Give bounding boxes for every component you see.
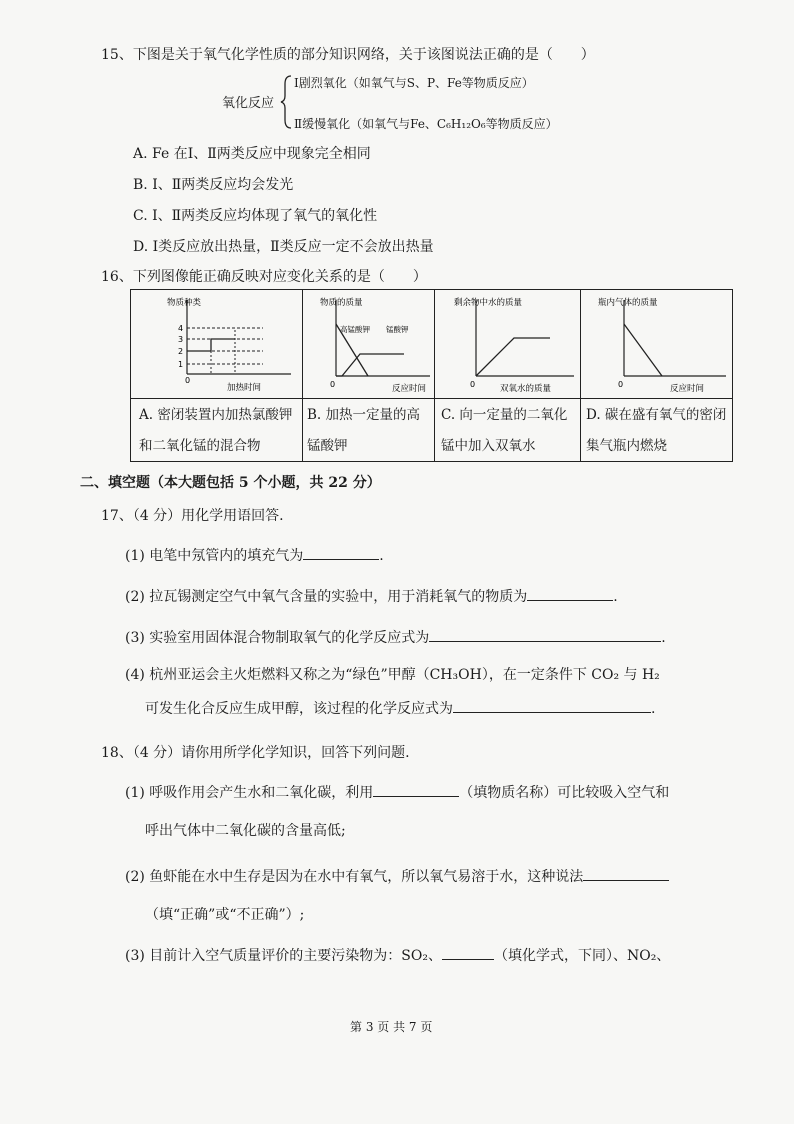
q15-option-d: D. Ⅰ类反应放出热量，Ⅱ类反应一定不会放出热量 [133,239,434,255]
chart-d-caption: D. 碳在盛有氧气的密闭集气瓶内燃烧 [586,407,727,454]
q15-stem: 15、下图是关于氧气化学性质的部分知识网络，关于该图说法正确的是（ ） [101,47,595,63]
diagram-root: 氧化反应 [222,96,275,111]
answer-blank[interactable] [527,586,613,601]
chart-b [302,290,434,398]
chart-b-xlabel: 反应时间 [392,384,427,394]
answer-blank[interactable] [453,698,651,713]
diagram-branch2: Ⅱ缓慢氧化（如氧气与Fe、C₆H₁₂O₆等物质反应） [294,117,558,131]
q18-item-1: (1) 呼吸作用会产生水和二氧化碳，利用 （填物质名称）可比较吸入空气和 [125,782,669,802]
q15-diagram [222,70,602,134]
q18-item-2: (2) 鱼虾能在水中生存是因为在水中有氧气，所以氧气易溶于水，这种说法 [125,866,669,886]
q17-stem: 17、（4 分）用化学用语回答. [101,508,284,524]
q17-item-4-line2: 可发生化合反应生成甲醇，该过程的化学反应式为 . [145,698,655,718]
diagram-branch1: Ⅰ剧烈氧化（如氧气与S、P、Fe等物质反应） [294,76,534,90]
chart-a-xlabel: 加热时间 [227,383,262,393]
brace-icon [279,70,293,134]
chart-a-ytick-3: 3 [178,335,184,344]
chart-d-origin: 0 [618,380,624,389]
chart-a-caption: A. 密闭装置内加热氯酸钾和二氧化锰的混合物 [139,407,293,454]
q16-chart-table [130,289,733,462]
chart-c-caption: C. 向一定量的二氧化锰中加入双氧水 [441,407,568,454]
chart-b-caption: B. 加热一定量的高锰酸钾 [307,407,421,454]
q18-item-2-line2: （填“正确”或“不正确”）; [145,907,305,923]
q17-item-3: (3) 实验室用固体混合物制取氧气的化学反应式为 . [125,627,666,647]
q15-option-a: A. Fe 在Ⅰ、Ⅱ两类反应中现象完全相同 [133,146,371,162]
chart-d-xlabel: 反应时间 [670,384,705,394]
answer-blank[interactable] [303,545,379,560]
q17-item-1: (1) 电笔中氖管内的填充气为 . [125,545,384,565]
chart-c-origin: 0 [470,380,476,389]
q15-option-c: C. Ⅰ、Ⅱ两类反应均体现了氧气的氧化性 [133,208,378,224]
answer-blank[interactable] [373,782,459,797]
chart-d-ylabel: 瓶内气体的质量 [598,298,658,308]
answer-blank[interactable] [429,627,661,642]
chart-a-origin: 0 [185,376,191,385]
chart-a-ylabel: 物质种类 [167,298,202,308]
chart-b-origin: 0 [330,380,336,389]
q17-item-4: (4) 杭州亚运会主火炬燃料又称之为“绿色”甲醇（CH₃OH），在一定条件下 CO₂ 与 H₂ [125,667,660,683]
q18-stem: 18、（4 分）请你用所学化学知识，回答下列问题. [101,745,410,761]
q15-option-b: B. Ⅰ、Ⅱ两类反应均会发光 [133,177,294,193]
chart-b-series-1: 高锰酸钾 [340,325,370,334]
chart-a-ytick-2: 2 [178,347,184,356]
chart-a [131,290,302,398]
page-footer: 第 3 页 共 7 页 [350,1020,433,1034]
answer-blank[interactable] [442,945,494,960]
chart-a-ytick-1: 1 [178,360,184,369]
q18-item-3: (3) 目前计入空气质量评价的主要污染物为：SO₂、 （填化学式，下同）、NO₂、 [125,945,670,965]
section2-title: 二、填空题（本大题包括 5 个小题，共 22 分） [80,475,381,491]
chart-c-ylabel: 剩余物中水的质量 [454,298,523,308]
chart-b-ylabel: 物质的质量 [320,298,363,308]
chart-a-ytick-4: 4 [178,324,184,333]
q17-item-2: (2) 拉瓦锡测定空气中氧气含量的实验中，用于消耗氧气的物质为 . [125,586,618,606]
q18-item-1-line2: 呼出气体中二氧化碳的含量高低; [145,823,346,839]
chart-c [434,290,580,398]
chart-d [580,290,734,398]
chart-b-series-2: 锰酸钾 [386,325,409,334]
answer-blank[interactable] [583,866,669,881]
chart-c-xlabel: 双氧水的质量 [500,384,552,394]
q16-stem: 16、下列图像能正确反映对应变化关系的是（ ） [101,269,427,285]
